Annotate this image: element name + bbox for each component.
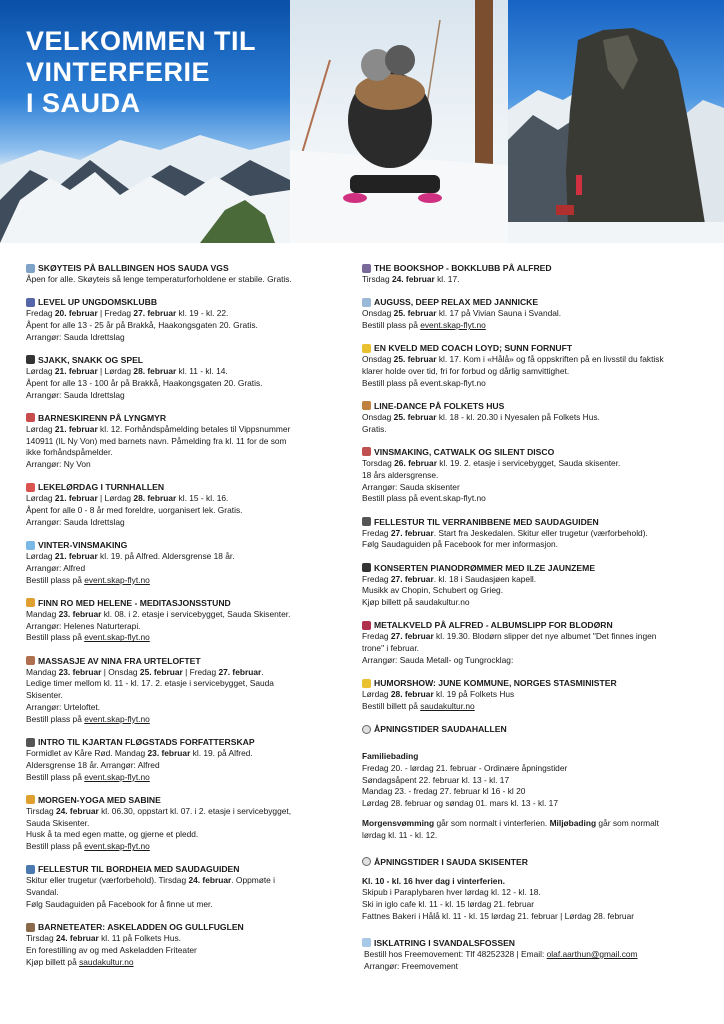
event-item <box>362 446 702 505</box>
event-line: Lørdag 21. februar kl. 12. Forhåndspåmelding betales til Vippsnummer <box>26 423 291 434</box>
ice-icon <box>362 938 371 947</box>
event-title-text: VINTER-VINSMAKING <box>38 540 128 551</box>
book-icon <box>26 738 35 747</box>
event-title <box>362 677 702 689</box>
event-item <box>26 736 344 783</box>
event-title <box>26 262 344 274</box>
event-title <box>362 262 702 274</box>
event-line: Følg Saudaguiden på Facebook for å finne ut mer. <box>26 899 213 909</box>
hall-line: Fredag 20. - lørdag 21. februar - Ordinære åpningstider <box>362 762 568 773</box>
event-line: Arrangør: Sauda Idrettslag <box>26 389 125 400</box>
event-line: Aldersgrense 18 år. Arrangør: Alfred <box>26 759 160 770</box>
event-item <box>362 619 702 666</box>
event-line: Onsdag 25. februar kl. 17. Kom i «Hålå» og få oppskriften på en livsstil du faktisk <box>362 354 664 365</box>
hero-title-line-2: VINTERFERIE <box>26 57 211 87</box>
hall-note-miljo: Miljøbading <box>549 818 597 829</box>
hero-title <box>26 26 256 119</box>
clock-icon <box>362 725 371 734</box>
event-line: 18 års aldersgrense. <box>362 469 439 480</box>
skier-icon <box>26 413 35 422</box>
event-line: Åpent for alle 13 - 25 år på Brakkå, Haakongsgaten 20. Gratis. <box>26 319 258 330</box>
event-title-text: FELLESTUR TIL BORDHEIA MED SAUDAGUIDEN <box>38 864 240 875</box>
event-title <box>26 539 344 551</box>
event-line: Skisenter. <box>26 690 63 701</box>
event-line: Bestill plass på event.skap-flyt.no <box>362 319 486 330</box>
chess-icon <box>26 355 35 364</box>
event-title-text: SJAKK, SNAKK OG SPEL <box>38 354 144 365</box>
event-line: Ledige timer mellom kl. 11 - kl. 17. 2. etasje i servicebygget, Sauda <box>26 678 274 689</box>
hero-title-line-3: I SAUDA <box>26 88 141 118</box>
event-line: Arrangør: Alfred <box>26 562 86 573</box>
event-title-text: BARNETEATER: ASKELADDEN OG GULLFUGLEN <box>38 922 244 933</box>
event-item <box>26 863 344 910</box>
hall-note-text: går som normalt i vinterferien. <box>434 818 550 829</box>
isklatring-phone: Bestill hos Freemovement: Tlf 48252328 | Email: <box>364 948 547 959</box>
booking-link[interactable]: event.skap-flyt.no <box>84 713 150 724</box>
event-line: Lørdag 21. februar kl. 19. på Alfred. Aldersgrense 18 år. <box>26 551 235 562</box>
event-line: Åpent for alle 13 - 100 år på Brakkå, Haakongsgaten 20. Gratis. <box>26 377 263 388</box>
event-item <box>26 539 344 586</box>
event-item <box>362 296 702 332</box>
hero-photo-mountains <box>0 0 290 243</box>
event-line: Følg Saudaguiden på Facebook for mer informasjon. <box>362 539 558 550</box>
event-line: Fredag 27. februar kl. 19.30. Blodørn slipper det nye albumet "Det finnes ingen <box>362 631 657 642</box>
event-line: Mandag 23. februar | Onsdag 25. februar | Fredag 27. februar. <box>26 666 264 677</box>
right-column <box>362 262 702 983</box>
event-title <box>26 736 344 748</box>
event-title-text: MASSASJE AV NINA FRA URTELOFTET <box>38 655 201 666</box>
event-item <box>362 562 702 609</box>
laugh-icon <box>362 679 371 688</box>
event-line: Arrangør: Urteloftet. <box>26 702 101 713</box>
hall-title: ÅPNINGSTIDER SAUDAHALLEN <box>374 724 507 735</box>
event-line: Bestill plass på event.skap-flyt.no <box>26 841 150 852</box>
skate-icon <box>26 264 35 273</box>
hall-subtitle: Familiebading <box>362 751 419 762</box>
event-title-text: MORGEN-YOGA MED SABINE <box>38 794 161 805</box>
event-item <box>362 516 702 552</box>
event-title <box>362 342 702 354</box>
isklatring-title: ISKLATRING I SVANDALSFOSSEN <box>374 937 516 948</box>
event-line: Sauda Skisenter. <box>26 817 90 828</box>
event-line: Åpent for alle 0 - 8 år med foreldre, uorganisert lek. Gratis. <box>26 505 243 516</box>
event-line: Bestill plass på event.skap-flyt.no <box>26 574 150 585</box>
booking-link[interactable]: event.skap-flyt.no <box>84 632 150 643</box>
event-item <box>26 412 344 471</box>
booking-link[interactable]: saudakultur.no <box>420 700 475 711</box>
event-line: Tirsdag 24. februar kl. 11 på Folkets Hus. <box>26 933 182 944</box>
event-line: Bestill plass på event.skap-flyt.no <box>26 713 150 724</box>
hall-note-text2: går som normalt <box>596 818 659 829</box>
event-title-text: LINE-DANCE PÅ FOLKETS HUS <box>374 400 505 411</box>
event-line: Arrangør: Sauda Metall- og Tungrocklag: <box>362 654 514 665</box>
event-title <box>362 400 702 412</box>
event-line: Bestill plass på event.skap-flyt.no <box>362 377 486 388</box>
meditation-icon <box>26 598 35 607</box>
event-line: Skitur eller trugetur (værforbehold). Tirsdag 24. februar. Oppmøte i <box>26 875 276 886</box>
hero-banner <box>0 0 724 243</box>
event-title-text: THE BOOKSHOP - BOKKLUBB PÅ ALFRED <box>374 263 552 273</box>
event-title <box>26 863 344 875</box>
event-line: 140911 (IL Ny Von) med barnets navn. Påmelding fra kl. 11 for de som <box>26 435 287 446</box>
section-title <box>362 856 702 868</box>
dancer-icon <box>362 447 371 456</box>
event-line: Tirsdag 24. februar kl. 17. <box>362 274 460 284</box>
toys-icon <box>26 483 35 492</box>
event-line: Arrangør: Sauda skisenter <box>362 481 460 492</box>
piano-icon <box>362 563 371 572</box>
event-title <box>26 921 344 933</box>
section-saudahallen <box>362 723 702 842</box>
hero-photo-sled <box>290 0 508 243</box>
event-line: Arrangør: Sauda Idrettslag <box>26 331 125 342</box>
event-title <box>26 354 344 366</box>
section-skisenter <box>362 856 702 923</box>
event-title-text: VINSMAKING, CATWALK OG SILENT DISCO <box>374 446 555 457</box>
event-title-text: LEVEL UP UNGDOMSKLUBB <box>38 297 158 308</box>
event-title <box>362 296 702 308</box>
event-line: Svandal. <box>26 887 59 898</box>
hero-photo-rock <box>508 0 724 243</box>
event-line: Lørdag 21. februar | Lørdag 28. februar kl. 11 - kl. 14. <box>26 365 228 376</box>
rock-illustration <box>508 0 724 243</box>
massage-icon <box>26 656 35 665</box>
ski-line: Skipub i Paraplybaren hver lørdag kl. 12 - kl. 18. <box>362 887 541 898</box>
event-line: Bestill plass på event.skap-flyt.no <box>26 632 150 643</box>
right-events <box>362 262 702 713</box>
event-line: Kjøp billett på saudakultur.no <box>362 597 470 608</box>
event-title-text: FINN RO MED HELENE - MEDITASJONSSTUND <box>38 597 231 608</box>
event-title-text: FELLESTUR TIL VERRANIBBENE MED SAUDAGUIDEN <box>374 516 599 527</box>
event-item <box>26 921 344 968</box>
section-title <box>362 723 702 735</box>
booking-link[interactable]: saudakultur.no <box>79 956 134 967</box>
event-title-text: LEKELØRDAG I TURNHALLEN <box>38 482 165 493</box>
event-line: Formidlet av Kåre Rød. Mandag 23. februar kl. 19. på Alfred. <box>26 748 253 759</box>
event-title <box>26 794 344 806</box>
hall-line: Søndagsåpent 22. februar kl. 13 - kl. 17 <box>362 774 510 785</box>
booking-link[interactable]: event.skap-flyt.no <box>84 574 150 585</box>
event-title-text: METALKVELD PÅ ALFRED - ALBUMSLIPP FOR BLODØRN <box>374 620 613 631</box>
event-title <box>26 296 344 308</box>
ski-line: Ski in iglo cafe kl. 11 - kl. 15 lørdag 21. februar <box>362 899 535 910</box>
event-line: Arrangør: Helenes Naturterapi. <box>26 620 141 631</box>
event-title <box>362 562 702 574</box>
event-title <box>362 619 702 631</box>
event-title <box>26 412 344 424</box>
event-item <box>26 262 344 286</box>
event-line: Tirsdag 24. februar kl. 06.30, oppstart kl. 07. i 2. etasje i servicebygget, <box>26 805 292 816</box>
guitar-icon <box>362 621 371 630</box>
event-line: Fredag 27. februar. Start fra Jeskedalen. Skitur eller trugetur (værforbehold). <box>362 527 648 538</box>
event-line: Lørdag 21. februar | Lørdag 28. februar kl. 15 - kl. 16. <box>26 493 229 504</box>
booking-link[interactable]: event.skap-flyt.no <box>420 319 486 330</box>
left-column <box>26 262 344 979</box>
event-line: Onsdag 25. februar kl. 17 på Vivian Sauna i Svandal. <box>362 308 562 319</box>
event-line: Torsdag 26. februar kl. 19. 2. etasje i servicebygget, Sauda skisenter. <box>362 457 621 468</box>
cowboy-hat-icon <box>362 401 371 410</box>
isklatring-contact <box>362 949 702 961</box>
event-line: Onsdag 25. februar kl. 18 - kl. 20.30 i Nyesalen på Folkets Hus. <box>362 411 600 422</box>
event-line: Arrangør: Sauda Idrettslag <box>26 516 125 527</box>
email-link[interactable]: olaf.aarthun@gmail.com <box>546 948 638 959</box>
event-line: En forestilling av og med Askeladden Friteater <box>26 944 197 955</box>
event-line: Lørdag 28. februar kl. 19 på Folkets Hus <box>362 689 515 700</box>
event-title-text: AUGUSS, DEEP RELAX MED JANNICKE <box>374 297 539 308</box>
ski-line: Fattnes Bakeri i Hålå kl. 11 - kl. 15 lørdag 21. februar | Lørdag 28. februar <box>362 911 635 922</box>
theater-icon <box>26 923 35 932</box>
hall-note-line: lørdag kl. 11 - kl. 12. <box>362 829 438 840</box>
event-line: Bestill plass på event.skap-flyt.no <box>362 493 486 504</box>
ski-title: ÅPNINGSTIDER I SAUDA SKISENTER <box>374 856 528 867</box>
isklatring-organizer: Arrangør: Freemovement <box>364 960 459 971</box>
ski-subtitle: Kl. 10 - kl. 16 hver dag i vinterferien. <box>362 875 505 886</box>
event-item <box>362 400 702 436</box>
event-title-text: SKØYTEIS PÅ BALLBINGEN HOS SAUDA VGS <box>38 263 229 273</box>
event-line: Fredag 20. februar | Fredag 27. februar kl. 19 - kl. 22. <box>26 308 229 319</box>
event-title <box>362 516 702 528</box>
yoga-icon <box>26 795 35 804</box>
event-item <box>26 481 344 528</box>
event-title <box>26 481 344 493</box>
hall-line: Lørdag 28. februar og søndag 01. mars kl. 13 - kl. 17 <box>362 798 558 809</box>
event-title-text: INTRO TIL KJARTAN FLØGSTADS FORFATTERSKAP <box>38 737 255 748</box>
booking-link[interactable]: event.skap-flyt.no <box>84 841 150 852</box>
hall-note <box>362 818 702 830</box>
event-line: Gratis. <box>362 423 387 434</box>
clock-icon <box>362 857 371 866</box>
event-line: Bestill billett på saudakultur.no <box>362 700 475 711</box>
event-item <box>26 296 344 343</box>
hiker-icon <box>26 865 35 874</box>
event-item <box>26 597 344 644</box>
event-line: Musikk av Chopin, Schubert og Grieg. <box>362 585 504 596</box>
event-item <box>362 342 702 389</box>
event-title-text: HUMORSHOW: JUNE KOMMUNE, NORGES STASMINISTER <box>374 678 617 689</box>
event-item <box>26 354 344 401</box>
hall-line: Mandag 23. - fredag 27. februar kl 16 - kl 20 <box>362 786 526 797</box>
event-line: Husk å ta med egen matte, og gjerne et pledd. <box>26 829 199 840</box>
sled-illustration <box>290 0 508 243</box>
event-item <box>26 794 344 853</box>
event-title <box>26 597 344 609</box>
gamepad-icon <box>26 298 35 307</box>
bulb-icon <box>362 344 371 353</box>
sauna-icon <box>362 298 371 307</box>
section-title <box>362 937 702 949</box>
hero-title-line-1: VELKOMMEN TIL <box>26 26 256 56</box>
event-item <box>26 655 344 726</box>
event-line: Kjøp billett på saudakultur.no <box>26 956 134 967</box>
mountain-icon <box>362 517 371 526</box>
event-title-text: KONSERTEN PIANODRØMMER MED ILZE JAUNZEME <box>374 562 596 573</box>
books-icon <box>362 264 371 273</box>
event-line: Åpen for alle. Skøyteis så lenge temperaturforholdene er stabile. Gratis. <box>26 274 292 284</box>
event-title <box>26 655 344 667</box>
event-line: Arrangør: Ny Von <box>26 459 91 470</box>
event-line: Bestill plass på event.skap-flyt.no <box>26 771 150 782</box>
event-line: klarer holde over tid, fri for forbud og dårlig samvittighet. <box>362 365 570 376</box>
hall-note-morning: Morgensvømming <box>362 818 435 829</box>
event-title-text: BARNESKIRENN PÅ LYNGMYR <box>38 412 167 423</box>
event-listing <box>0 262 724 1024</box>
event-title <box>362 446 702 458</box>
event-title-text: EN KVELD MED COACH LOYD; SUNN FORNUFT <box>374 343 573 354</box>
event-item <box>362 262 702 286</box>
snowflake-icon <box>26 541 35 550</box>
event-line: Mandag 23. februar kl. 08. i 2. etasje i servicebygget, Sauda Skisenter. <box>26 608 291 619</box>
booking-link[interactable]: event.skap-flyt.no <box>84 771 150 782</box>
section-isklatring <box>362 937 702 973</box>
event-line: ikke forhåndspåmelder. <box>26 447 113 458</box>
event-line: trone" i februar. <box>362 643 419 654</box>
event-line: Fredag 27. februar. kl. 18 i Saudasjøen kapell. <box>362 573 537 584</box>
event-item <box>362 677 702 713</box>
